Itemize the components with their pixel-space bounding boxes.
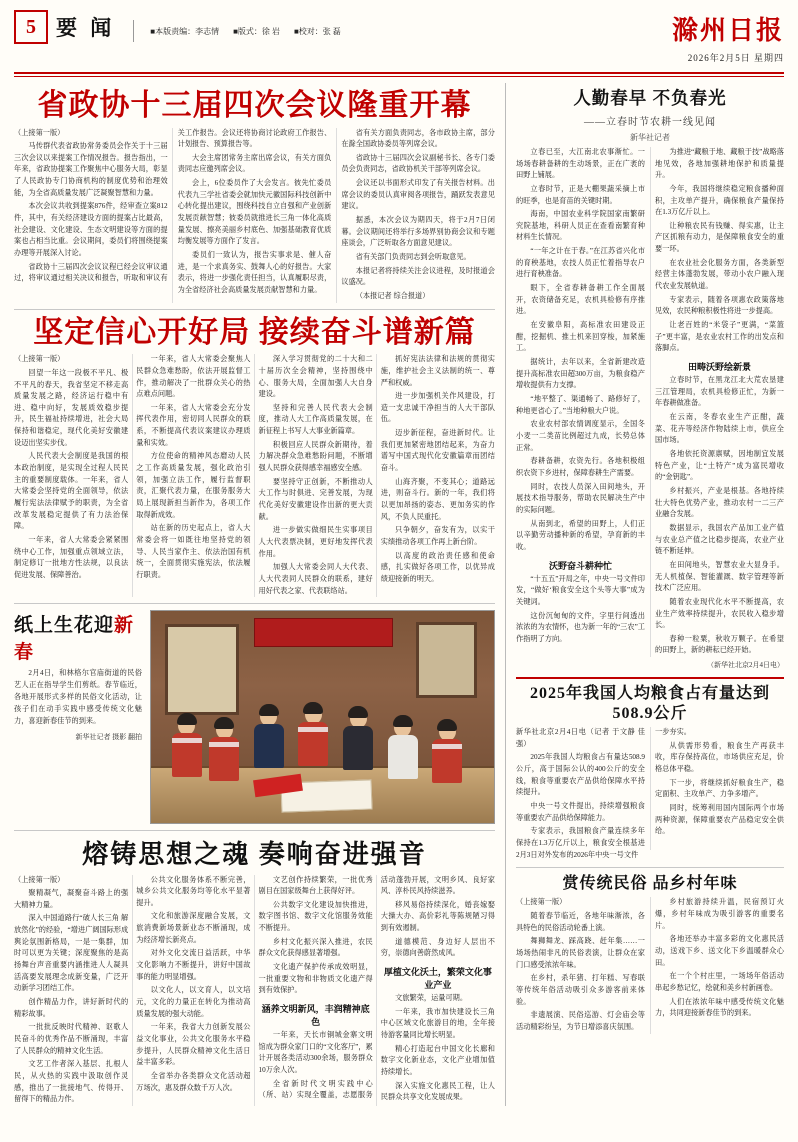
divider-2 xyxy=(14,603,495,604)
rm-p4: 下一步，将继续抓好粮食生产，稳定面积、主攻单产、力争多增产。 xyxy=(655,778,784,799)
photo-title xyxy=(14,610,142,664)
credit-proofreader: ■校对：张 磊 xyxy=(293,26,341,36)
rt-s3-p5: 在田间地头，智慧农业大显身手。无人机植保、智能灌溉、数字管理等新技术广泛应用。 xyxy=(655,560,784,593)
right-mid-body xyxy=(516,727,784,850)
rt-p10: 同时，农技人员深入田间地头，开展技术指导服务，帮助农民解决生产中的实际问题。 xyxy=(516,482,645,514)
lead-p1: 本次会议共收到提案876件，经审查立案812件，其中，有关经济建设方面的提案占比最高，社会建设、文化建设、生态文明建设等方面的提案也占相当比重。会议期间，委员们将围绕提案办理等开展深入讨论。 xyxy=(14,202,168,258)
rt-p8: 农业农村部农情调度显示，全国冬小麦一二类苗比例超过九成，长势总体正常。 xyxy=(516,420,645,452)
third-p7: 对外文化交流日益活跃，中华文化影响力不断提升，讲好中国故事的能力明显增强。 xyxy=(136,949,251,981)
body-wrap xyxy=(0,83,798,1106)
photo-person-5 xyxy=(343,709,373,770)
rt-s2-p6: 专家表示，随着各项惠农政策落地见效，农民种粮积极性将进一步提高。 xyxy=(655,295,784,316)
lead-headline: 省政协十三届四次会议隆重开幕 xyxy=(37,89,472,122)
lead-p5: 委员们一致认为，报告实事求是、催人奋进，是一个求真务实、鼓舞人心的好报告。大家表示，将进一步强化责任担当，认真履职尽责，为全省经济社会高质量发展贡献智慧和力量。 xyxy=(177,251,332,295)
photo-image xyxy=(150,610,495,824)
right-mid-story xyxy=(516,684,784,861)
third-s0-p3: 道德模范、身边好人层出不穷，崇德向善蔚然成风。 xyxy=(380,937,495,958)
third-p8: 以文化人，以文育人，以文培元，文化的力量正在转化为推动高质量发展的强大动能。 xyxy=(136,986,251,1018)
photo-credit: 新华社记者 摄影 翻拍 xyxy=(75,732,142,741)
second-p4: 一年来，省人大常委会充分发挥代表作用，密切同人民群众的联系，不断提高代表议案建议办理质量和实效。 xyxy=(136,403,251,447)
page-number: 5 xyxy=(14,10,48,44)
lead-p12: （本报记者 综合报道） xyxy=(355,292,430,301)
paper-name: 滁州日报 xyxy=(671,16,784,45)
photo-person-7 xyxy=(432,722,462,783)
right-top-story xyxy=(516,88,784,670)
masthead-rule-bottom xyxy=(14,76,784,77)
divider-3 xyxy=(14,830,495,831)
lead-body xyxy=(14,128,495,303)
second-p5: 方位使命的精神风态磨动人民之工作高质量发展，强化政治引领，加强立法工作，履行监督职责，汇聚代表力量，在服务服务大局上展现新担当新作为，各项工作取得新成效。 xyxy=(136,452,251,519)
photo-person-1 xyxy=(172,716,202,777)
lead-p0: 马传群代表省政协常务委员会作关于十三届三次会议以来提案工作情况报告。报告指出，一年来，省政协提案工作聚焦中心服务大局，彰显了人民政协专门协商机构的制度优势和治理效能，为全省高质量发展广泛凝聚智慧和力量。 xyxy=(14,142,168,197)
rt-s3-p3: 乡村振兴，产业是根基。各地持续壮大特色优势产业，推动农村一二三产业融合发展。 xyxy=(655,486,784,519)
rb-p7: 人们在浓浓年味中感受传统文化魅力，共同迎接新春佳节的到来。 xyxy=(655,997,784,1018)
photo-person-hair xyxy=(177,713,197,725)
right-mid-headline: 2025年我国人均粮食占有量达到508.9公斤 xyxy=(529,685,770,723)
second-p6: 站在新的历史起点上，省人大常委会将一如既往地坚持党的领导、人民当家作主、依法治国有机统一，全面贯彻实施宪法，依法履行职责。 xyxy=(136,524,251,579)
photo-person-body xyxy=(388,735,418,779)
lead-p3: 大会主席团常务主席出席会议，有关方面负责同志应邀列席会议。 xyxy=(177,153,332,174)
right-bottom-story xyxy=(516,874,784,1033)
rt-p1: 立春时节，正是大棚果蔬采摘上市的旺季，也是育苗的关键时期。 xyxy=(516,184,645,205)
photo-person-hair xyxy=(393,715,413,727)
third-p11: 文艺创作持续繁荣，一批优秀剧目在国家级舞台上获得好评。 xyxy=(258,875,373,896)
photo-window-right xyxy=(416,622,477,698)
photo-person-stripe xyxy=(298,727,328,732)
photo-person-stripe xyxy=(432,744,462,749)
third-headline: 熔铸思想之魂 奏响奋进强音 xyxy=(82,840,427,870)
rt-p5: 在安徽阜阳，高标准农田建设正酣，挖掘机、推土机来回穿梭，加紧施工。 xyxy=(516,321,645,353)
right-column xyxy=(506,83,784,1106)
divider-1 xyxy=(14,309,495,310)
second-p12: 加强人大常委会同人大代表、人大代表同人民群众的联系，建好用好代表之家、代表联络站。 xyxy=(258,563,373,595)
third-p6: 文化和旅游深度融合发展，文旅消费新场景新业态不断涌现，成为经济增长新亮点。 xyxy=(136,912,251,944)
photo-title-red: 新春 xyxy=(14,615,135,664)
rt-s3-p6: 随着农业现代化水平不断提高，农业生产效率持续提升，农民收入稳步增长。 xyxy=(655,597,784,630)
photo-person-body xyxy=(298,722,328,766)
lead-p6: 省有关方面负责同志，各市政协主席，部分在滁全国政协委员等列席会议。 xyxy=(341,128,495,149)
photo-person-4 xyxy=(298,705,328,766)
second-p10: 要坚持守正创新，不断推动人大工作与时俱进、完善发展，为现代化美好安徽建设作出新的更大贡献。 xyxy=(258,477,373,521)
second-p17: 只争朝夕，奋发有为，以实干实绩推动各项工作再上新台阶。 xyxy=(380,526,495,547)
left-column xyxy=(14,83,506,1106)
rt-p0: 立春已至，大江南北农事渐忙。一场场春耕备耕的生动场景，正在广袤的田野上铺展。 xyxy=(516,147,645,180)
rt-p7: “地平整了、渠通畅了、路修好了，种地更省心了。”当地种粮大户说。 xyxy=(516,395,645,415)
third-p1: 深入中国道路行“破人长三角 解放然化”的经验，“增进广阔国际形成舆论氛围新格局，一是一集群，加时可以更为关键；深度聚焦的是高扬舞台声音重要内涵推进人人凝具活高要发展理念成新变量，广泛开动新学习团结工作。 xyxy=(14,914,129,993)
photo-person-6 xyxy=(388,718,418,779)
masthead-rule-top xyxy=(14,72,784,74)
rt-s3-p4: 数据显示，我国农产品加工业产值与农业总产值之比稳步提高，农业产业链不断延伸。 xyxy=(655,523,784,556)
credit-editor: ■本版责编：李志情 xyxy=(150,26,220,36)
third-p3: 一批批反映时代精神、讴歌人民奋斗的优秀作品不断涌现，丰富了人民群众的精神文化生活。 xyxy=(14,1023,129,1055)
right-divider-2 xyxy=(516,867,784,868)
masthead-left xyxy=(14,10,115,44)
third-body xyxy=(14,875,495,1106)
photo-person-body xyxy=(254,724,284,768)
rt-p6: 据统计，去年以来，全省新建改造提升高标准农田超300万亩，为粮食稳产增收提供有力支撑。 xyxy=(516,358,645,390)
rt-p9: 春耕备耕，农资先行。各地积极组织农资下乡进村，保障春耕生产需要。 xyxy=(516,457,645,477)
third-s0-p0: 一年来，天长市铜城金寨文明馆成为群众家门口的“文化客厅”，累计开展各类活动300余场，服务群众10万余人次。 xyxy=(258,1031,373,1075)
rt-endnote: （新华社北京2月4日电） xyxy=(707,661,784,670)
rm-p1: 中央一号文件提出，持续增强粮食等重要农产品供给保障能力。 xyxy=(516,802,645,822)
photo-person-body xyxy=(343,726,373,770)
rt-p2: 海南，中国农业科学院国家南繁研究院基地，科研人员正在查看南繁育种材料生长情况。 xyxy=(516,210,645,242)
rt-s3-p2: 各地依托资源禀赋，因地制宜发展特色产业，让“土特产”成为富民增收的“金钥匙”。 xyxy=(655,449,784,482)
third-s0-p1: 全省新时代文明实践中心（所、站）实现全覆盖，志愿服务活动蓬勃开展，文明乡风、良好家风、淳朴民风持续滋养。 xyxy=(258,875,495,1100)
rt-s2-p3: 今年，我国将继续稳定粮食播种面积，主攻单产提升，确保粮食产量保持在1.3万亿斤以上。 xyxy=(655,184,784,217)
masthead xyxy=(0,0,798,68)
right-bottom-body xyxy=(516,897,784,1033)
second-p11: 进一步做实做细民生实事项目人大代表票决制，更好地发挥代表作用。 xyxy=(258,526,373,558)
rt-s2-p0: “十五五”开局之年，中央一号文件印发，“做好‘粮食安全这个头等大事”成为关键词。 xyxy=(516,574,645,606)
photo-person-hair xyxy=(348,706,368,718)
section-title: 要 闻 xyxy=(56,16,116,40)
photo-person-body xyxy=(209,737,239,781)
photo-caption-column xyxy=(14,610,142,741)
second-p3: 一年来，省人大常委会聚焦人民群众急难愁盼，依法开展监督工作，推动解决了一批群众关心的热点难点问题。 xyxy=(136,355,251,399)
lead-contfrom: （上接第一版） xyxy=(14,128,65,137)
masthead-right xyxy=(672,10,784,64)
lead-p10: 省有关部门负责同志到会听取意见。 xyxy=(355,253,471,262)
right-top-byline: 新华社记者 xyxy=(630,132,670,142)
photo-title-black: 纸上生花迎 xyxy=(14,615,115,637)
second-p8: 坚持和完善人民代表大会制度，推动人大工作高质量发展，在新征程上书写人大事业新篇章。 xyxy=(258,403,373,436)
third-s1-p2: 精心打造起台中国文化长廊和数字文化新业态，文化产业增加值持续增长。 xyxy=(380,1044,495,1077)
lead-p9: 据悉，本次会议为期四天，将于2月7日闭幕。会议期间还将举行多场界别协商会议和专题座谈会，广泛听取各方面意见建议。 xyxy=(341,216,495,248)
right-top-subheadline: ——立春时节农耕一线见闻 xyxy=(584,116,716,128)
rb-p4: 乡村旅游持续升温，民宿预订火爆，乡村年味成为吸引游客的重要名片。 xyxy=(655,898,784,930)
third-p13: 乡村文化振兴深入推进，农民群众文化获得感显著增强。 xyxy=(258,937,373,958)
second-p1: 人民代表大会制度是我国的根本政治制度，是实现全过程人民民主的重要制度载体。一年来，省人大常委会坚持党的全面领导，依法履行宪法法律赋予的职责，为全省改革发展稳定提供了有力法治保障。 xyxy=(14,452,129,531)
rt-s2-p1: 这份沉甸甸的文件，字里行间透出浓浓的为农情怀，也为新一年的“三农”工作指明了方向。 xyxy=(516,611,645,643)
rt-p11: 从南到北，希望的田野上，人们正以辛勤劳动播种新的希望，孕育新的丰收。 xyxy=(516,519,645,551)
third-p12: 公共数字文化建设加快推进，数字图书馆、数字文化馆服务效能不断提升。 xyxy=(258,900,373,933)
rb-p0: 随着春节临近，各地年味渐浓，各具特色的民俗活动轮番上演。 xyxy=(516,912,645,932)
photo-person-body xyxy=(432,739,462,783)
lead-story xyxy=(14,89,495,303)
rb-p2: 在乡村，杀年猪、打年糕、写春联等传统年俗活动吸引众多游客前来体验。 xyxy=(516,974,645,1006)
third-p0: 聚精凝气，凝聚奋斗路上的强大精神力量。 xyxy=(14,889,129,909)
lead-p7: 省政协十三届四次会议副秘书长、各专门委员会负责同志，省政协机关干部等列席会议。 xyxy=(341,153,495,174)
lead-p8: 会议还以书面形式印发了有关报告材料。出席会议的委员认真审阅各项报告，踊跃发表意见建议。 xyxy=(341,179,495,211)
third-contfrom: （上接第一版） xyxy=(14,875,65,884)
photo-window-left xyxy=(165,624,240,715)
rm-footnote: 2月3日对外发布的2026年中央一号文件 xyxy=(516,850,639,859)
photo-person-hair xyxy=(214,717,234,729)
third-p2: 创作精品力作，讲好新时代的精彩故事。 xyxy=(14,998,129,1018)
paper-date: 2026年2月5日 星期四 xyxy=(687,53,784,63)
rt-s2-p7: 让老百姓的“米袋子”更满，“菜篮子”更丰富，是农业农村工作的出发点和落脚点。 xyxy=(655,321,784,353)
photo-story xyxy=(14,610,495,824)
second-headline: 坚定信心开好局 接续奋斗谱新篇 xyxy=(33,315,476,349)
second-p7: 深入学习贯彻党的二十大和二十届历次全会精神，坚持围绕中心、服务大局，全面加强人大自身建设。 xyxy=(258,355,373,399)
second-p13: 抓好宪法法律和法规的贯彻实施，维护社会主义法制的统一、尊严和权威。 xyxy=(380,355,495,387)
second-contfrom: （上接第一版） xyxy=(14,355,65,364)
second-p15: 迈步新征程，奋进新时代。让我们更加紧密地团结起来，为奋力谱写中国式现代化安徽篇章而团结奋斗。 xyxy=(380,429,495,473)
rt-section3-title: 田畴沃野绘新景 xyxy=(687,362,751,373)
lead-p2: 省政协十三届四次会议议程已经会议审议通过，将审议通过相关决议和报告，听取和审议有关工作报告。会议还将协商讨论政府工作报告、计划报告、预算报告等。 xyxy=(14,128,332,283)
rm-p3: 从供需形势看，粮食生产再获丰收，库存保持高位，市场供应充足，价格总体平稳。 xyxy=(655,741,784,774)
rt-s2-p5: 在农业社会化服务方面，各类新型经营主体蓬勃发展，带动小农户融入现代农业发展轨道。 xyxy=(655,258,784,291)
third-p5: 公共文化服务体系不断完善，城乡公共文化服务均等化水平显著提升。 xyxy=(136,875,251,907)
rm-p0: 2025年我国人均粮食占有量达508.9公斤，高于国际公认的400公斤的安全线，粮食等重要农产品供给保障水平持续提升。 xyxy=(516,753,645,797)
rb-p5: 各地还举办丰富多彩的文化惠民活动，送戏下乡、送文化下乡温暖群众心田。 xyxy=(655,935,784,967)
photo-person-body xyxy=(172,733,202,777)
rt-p4: 眼下，全省春耕备耕工作全面展开，农资储备充足，农机具检修有序推进。 xyxy=(516,284,645,316)
third-p10: 全省举办各类群众文化活动超万场次，惠及群众数千万人次。 xyxy=(136,1072,251,1092)
photo-caption: 2月4日，和林格尔官庙街道的民俗艺人正在指导学生们剪纸。春节临近，各地开展形式多样的民俗文化活动，让孩子们在动手实践中感受传统文化魅力，喜迎新春佳节的到来。 xyxy=(14,669,142,725)
second-body xyxy=(14,354,495,597)
third-s1-p0: 文旅繁荣，运量可期。 xyxy=(395,994,468,1003)
photo-person-hair xyxy=(303,702,323,714)
third-p9: 一年来，我省大力创新发展公益文化事业，公共文化服务水平稳步提升，人民群众精神文化生活日益丰富多彩。 xyxy=(136,1023,251,1067)
photo-banner xyxy=(254,618,393,648)
rt-p3: “一年之计在于春。”在江苏省兴化市的育秧基地，农技人员正忙着指导农户进行育秧准备。 xyxy=(516,247,645,279)
rt-s3-p7: 春种一粒粟，秋收万颗子。在希望的田野上，新的耕耘已经开始。 xyxy=(655,634,784,655)
second-p0: 回望一年这一段极不平凡、极不平凡的春天，我省坚定不移走高质量发展之路，经济运行稳中有进、稳中向好，发展质效稳步提升，民生福祉持续增进，社会大局保持和谐稳定，现代化美好安徽建设迈出坚实步伐。 xyxy=(14,368,129,447)
third-p14: 文化遗产保护传承成效明显，一批重要文物和非物质文化遗产得到有效保护。 xyxy=(258,963,373,995)
right-divider-1 xyxy=(516,677,784,679)
right-top-headline: 人勤春早 不负春光 xyxy=(573,88,727,108)
rb-p6: 在一个个村庄里，一场场年俗活动串起乡愁记忆，绘就和美乡村新画卷。 xyxy=(655,972,784,992)
photo-person-3 xyxy=(254,707,284,768)
rt-s2-p4: 让种粮农民有钱赚、得实惠，让主产区抓粮有动力，是保障粮食安全的重要一环。 xyxy=(655,221,784,254)
rt-s3-p1: 在云南，冬春农业生产正酣，蔬菜、花卉等经济作物陆续上市，供应全国市场。 xyxy=(655,413,784,445)
rb-contfrom: （上接第一版） xyxy=(516,898,567,907)
rt-s3-p0: 立春时节，在黑龙江北大荒农垦建三江管理局，农机具检修正忙，为新一年春耕做准备。 xyxy=(655,376,784,408)
third-s0-p2: 移风易俗持续深化，婚丧嫁娶大操大办、高价彩礼等陈规陋习得到有效遏制。 xyxy=(380,900,495,933)
second-p14: 进一步加强机关作风建设，打造一支忠诚干净担当的人大干部队伍。 xyxy=(380,392,495,424)
third-subhead-1: 厚植文化沃土，繁荣文化事业产业 xyxy=(383,967,492,991)
third-s1-p1: 一年来，我市加快建设长三角中心区域文化旅游目的地，全年接待游客量同比增长明显。 xyxy=(380,1007,495,1040)
rm-byline: 新华社北京2月4日电（记者 于文静 佳强） xyxy=(516,728,645,748)
photo-person-2 xyxy=(209,720,239,781)
rm-p5: 同时，统筹利用国内国际两个市场两种资源，保障重要农产品稳定安全供给。 xyxy=(655,804,784,836)
right-top-body xyxy=(516,147,784,657)
second-p2: 一年来，省人大常委会紧紧围绕中心工作，加强重点领域立法，制定修订一批地方性法规，以良法促进发展、保障善治。 xyxy=(14,536,129,579)
lead-p4: 会上，6位委员作了大会发言。彼先忙委员代表九三学社省委会就加快元徽国际科技创新中心转化提出建议，围绕科技自立自强和产业创新发展贡献智慧；彼委员就推进长三角一体化高质量发展、擦亮美丽乡村底色、加强基础教育优质均衡发展等方面作了发言。 xyxy=(177,179,332,246)
second-p9: 积极回应人民群众新期待，着力解决群众急难愁盼问题，不断增强人民群众获得感幸福感安全感。 xyxy=(258,440,373,473)
right-bottom-headline: 赏传统民俗 品乡村年味 xyxy=(562,875,738,893)
rb-p1: 舞狮舞龙、踩高跷、赶年集……一场场热闹非凡的民俗表演，让群众在家门口感受浓浓年味。 xyxy=(516,937,645,969)
photo-person-stripe xyxy=(209,742,239,747)
lead-p11: 本报记者将持续关注会议进程，及时报道会议盛况。 xyxy=(341,266,495,287)
photo-person-hair xyxy=(437,719,457,731)
credit-layout: ■版式：徐 岩 xyxy=(233,26,280,36)
third-subhead-0: 涵养文明新风，丰润精神底色 xyxy=(261,1004,370,1028)
rt-s2-p2: 为推进“藏粮于地、藏粮于技”战略落地见效，各地加强耕地保护和质量提升。 xyxy=(655,147,784,180)
rt-section2-title: 沃野奋斗耕种忙 xyxy=(548,560,612,571)
rm-p2: 专家表示，我国粮食产量连续多年保持在1.3万亿斤以上，粮食安全根基进一步夯实。 xyxy=(516,728,691,848)
second-story xyxy=(14,316,495,598)
third-s1-p3: 深入实施文化惠民工程，让人民群众共享文化发展成果。 xyxy=(380,1081,495,1102)
second-p16: 山海齐聚，不变其心；道路远进，则奋斗行。新的一年，我们将以更加昂扬的姿态、更加务实的作风，不负人民重托。 xyxy=(380,477,495,521)
third-p4: 文艺工作者深入基层、扎根人民，从火热的实践中汲取创作灵感，推出了一批接地气、传得开、留得下的精品力作。 xyxy=(14,1060,129,1104)
photo-person-hair xyxy=(259,704,279,716)
third-story xyxy=(14,839,495,1106)
photo-person-stripe xyxy=(172,738,202,743)
second-p18: 以高度的政治责任感和使命感，扎实做好各项工作，以优异成绩迎接新的明天。 xyxy=(380,551,495,583)
rb-p3: 非遗展演、民俗巡游、灯会庙会等活动精彩纷呈，为节日增添喜庆氛围。 xyxy=(516,1011,645,1031)
masthead-credits xyxy=(133,20,672,42)
